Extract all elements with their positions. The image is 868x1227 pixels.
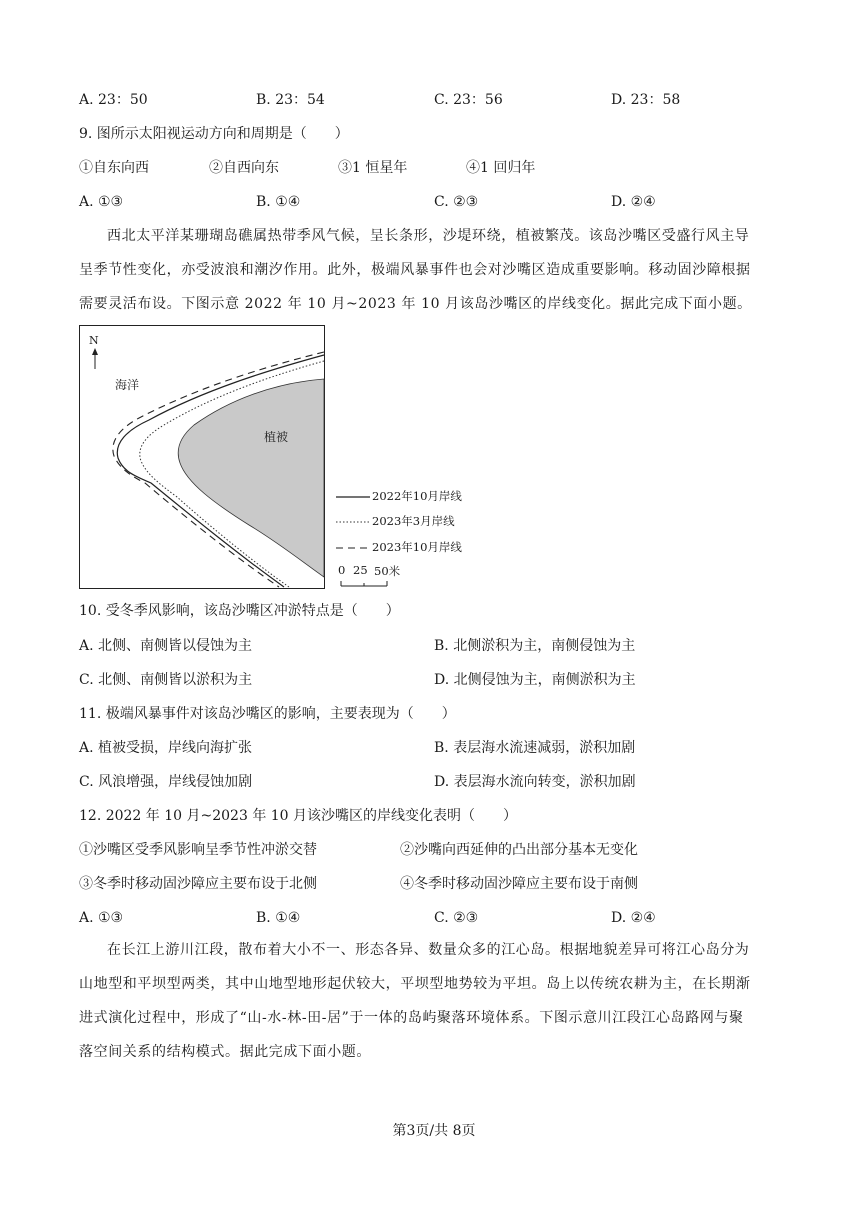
q9-option-d: D. ②④ bbox=[611, 194, 656, 210]
sand-spit-map bbox=[79, 325, 325, 589]
q11-option-d: D. 表层海水流向转变，淤积加剧 bbox=[434, 774, 636, 790]
legend-dashed-line bbox=[336, 545, 370, 551]
q9-option-c: C. ②③ bbox=[434, 194, 479, 210]
legend-label-2022-10: 2022年10月岸线 bbox=[372, 489, 462, 503]
vegetation-label: 植被 bbox=[264, 430, 289, 444]
q8-option-b: B. 23：54 bbox=[256, 92, 325, 108]
north-label: N bbox=[89, 334, 99, 347]
q9-statement-4: ④1 回归年 bbox=[466, 160, 536, 176]
q12-stem: 12. 2022 年 10 月~2023 年 10 月该沙嘴区的岸线变化表明（ ） bbox=[79, 808, 518, 824]
q12-option-d: D. ②④ bbox=[611, 910, 656, 926]
legend-label-2023-10: 2023年10月岸线 bbox=[372, 540, 462, 554]
q12-statement-4: ④冬季时移动固沙障应主要布设于南侧 bbox=[400, 876, 638, 892]
page-number: 第3页/共 8页 bbox=[392, 1123, 476, 1139]
q10-option-c: C. 北侧、南侧皆以淤积为主 bbox=[79, 672, 253, 688]
scale-tick-50: 50米 bbox=[374, 564, 401, 578]
q9-statement-1: ①自东向西 bbox=[79, 160, 149, 176]
passage-river-island bbox=[79, 933, 791, 1069]
q12-statement-2: ②沙嘴向西延伸的凸出部分基本无变化 bbox=[400, 842, 638, 858]
legend-2023-10 bbox=[336, 540, 462, 554]
scale-tick-25: 25 bbox=[353, 563, 368, 577]
q10-option-d: D. 北侧侵蚀为主，南侧淤积为主 bbox=[434, 672, 636, 688]
ocean-label: 海洋 bbox=[115, 378, 140, 392]
passage2-line-2: 山地型和平坝型两类，其中山地型地形起伏较大，平坝型地势较为平坦。岛上以传统农耕为主，在长期渐 bbox=[79, 976, 751, 992]
q12-option-c: C. ②③ bbox=[434, 910, 479, 926]
q10-option-a: A. 北侧、南侧皆以侵蚀为主 bbox=[79, 638, 253, 654]
q12-statement-3: ③冬季时移动固沙障应主要布设于北侧 bbox=[79, 876, 317, 892]
q8-option-a: A. 23：50 bbox=[79, 92, 148, 108]
scale-line bbox=[340, 580, 390, 588]
legend-dotted-line bbox=[336, 519, 370, 525]
q9-option-b: B. ①④ bbox=[256, 194, 301, 210]
q12-option-a: A. ①③ bbox=[79, 910, 124, 926]
q9-option-a: A. ①③ bbox=[79, 194, 124, 210]
scale-bar bbox=[338, 563, 418, 593]
q9-stem: 9. 图所示太阳视运动方向和周期是（ ） bbox=[79, 126, 349, 142]
q8-option-d: D. 23：58 bbox=[611, 92, 681, 108]
passage-coral-island bbox=[79, 219, 791, 321]
q11-option-a: A. 植被受损，岸线向海扩张 bbox=[79, 740, 253, 756]
legend-2023-03 bbox=[336, 514, 455, 528]
q11-stem: 11. 极端风暴事件对该岛沙嘴区的影响，主要表现为（ ） bbox=[79, 706, 456, 722]
passage2-line-1: 在长江上游川江段，散布着大小不一、形态各异、数量众多的江心岛。根据地貌差异可将江心岛分为 bbox=[107, 942, 750, 958]
q9-statement-3: ③1 恒星年 bbox=[338, 160, 408, 176]
passage2-line-4: 落空间关系的结构模式。据此完成下面小题。 bbox=[79, 1044, 371, 1060]
q11-option-c: C. 风浪增强，岸线侵蚀加剧 bbox=[79, 774, 253, 790]
q10-option-b: B. 北侧淤积为主，南侧侵蚀为主 bbox=[434, 638, 636, 654]
legend-solid-line bbox=[336, 494, 370, 500]
q11-option-b: B. 表层海水流速减弱，淤积加剧 bbox=[434, 740, 636, 756]
q8-option-c: C. 23：56 bbox=[434, 92, 503, 108]
passage1-line-3: 需要灵活布设。下图示意 2022 年 10 月~2023 年 10 月该岛沙嘴区的岸线变化。据此完成下面小题。 bbox=[79, 296, 752, 312]
passage1-line-1: 西北太平洋某珊瑚岛礁属热带季风气候，呈长条形，沙堤环绕，植被繁茂。该岛沙嘴区受盛行风主导 bbox=[107, 228, 750, 244]
passage2-line-3: 进式演化过程中，形成了“山-水-林-田-居”于一体的岛屿聚落环境体系。下图示意川江段江心岛路网与聚 bbox=[79, 1010, 744, 1026]
q12-option-b: B. ①④ bbox=[256, 910, 301, 926]
q10-stem: 10. 受冬季风影响，该岛沙嘴区冲淤特点是（ ） bbox=[79, 603, 400, 619]
q12-statement-1: ①沙嘴区受季风影响呈季节性冲淤交替 bbox=[79, 842, 317, 858]
scale-tick-0: 0 bbox=[338, 563, 346, 577]
passage1-line-2: 呈季节性变化，亦受波浪和潮汐作用。此外，极端风暴事件也会对沙嘴区造成重要影响。移动固沙障根据 bbox=[79, 262, 751, 278]
q9-statement-2: ②自西向东 bbox=[209, 160, 279, 176]
legend-label-2023-03: 2023年3月岸线 bbox=[372, 514, 455, 528]
legend-2022-10 bbox=[336, 489, 462, 503]
